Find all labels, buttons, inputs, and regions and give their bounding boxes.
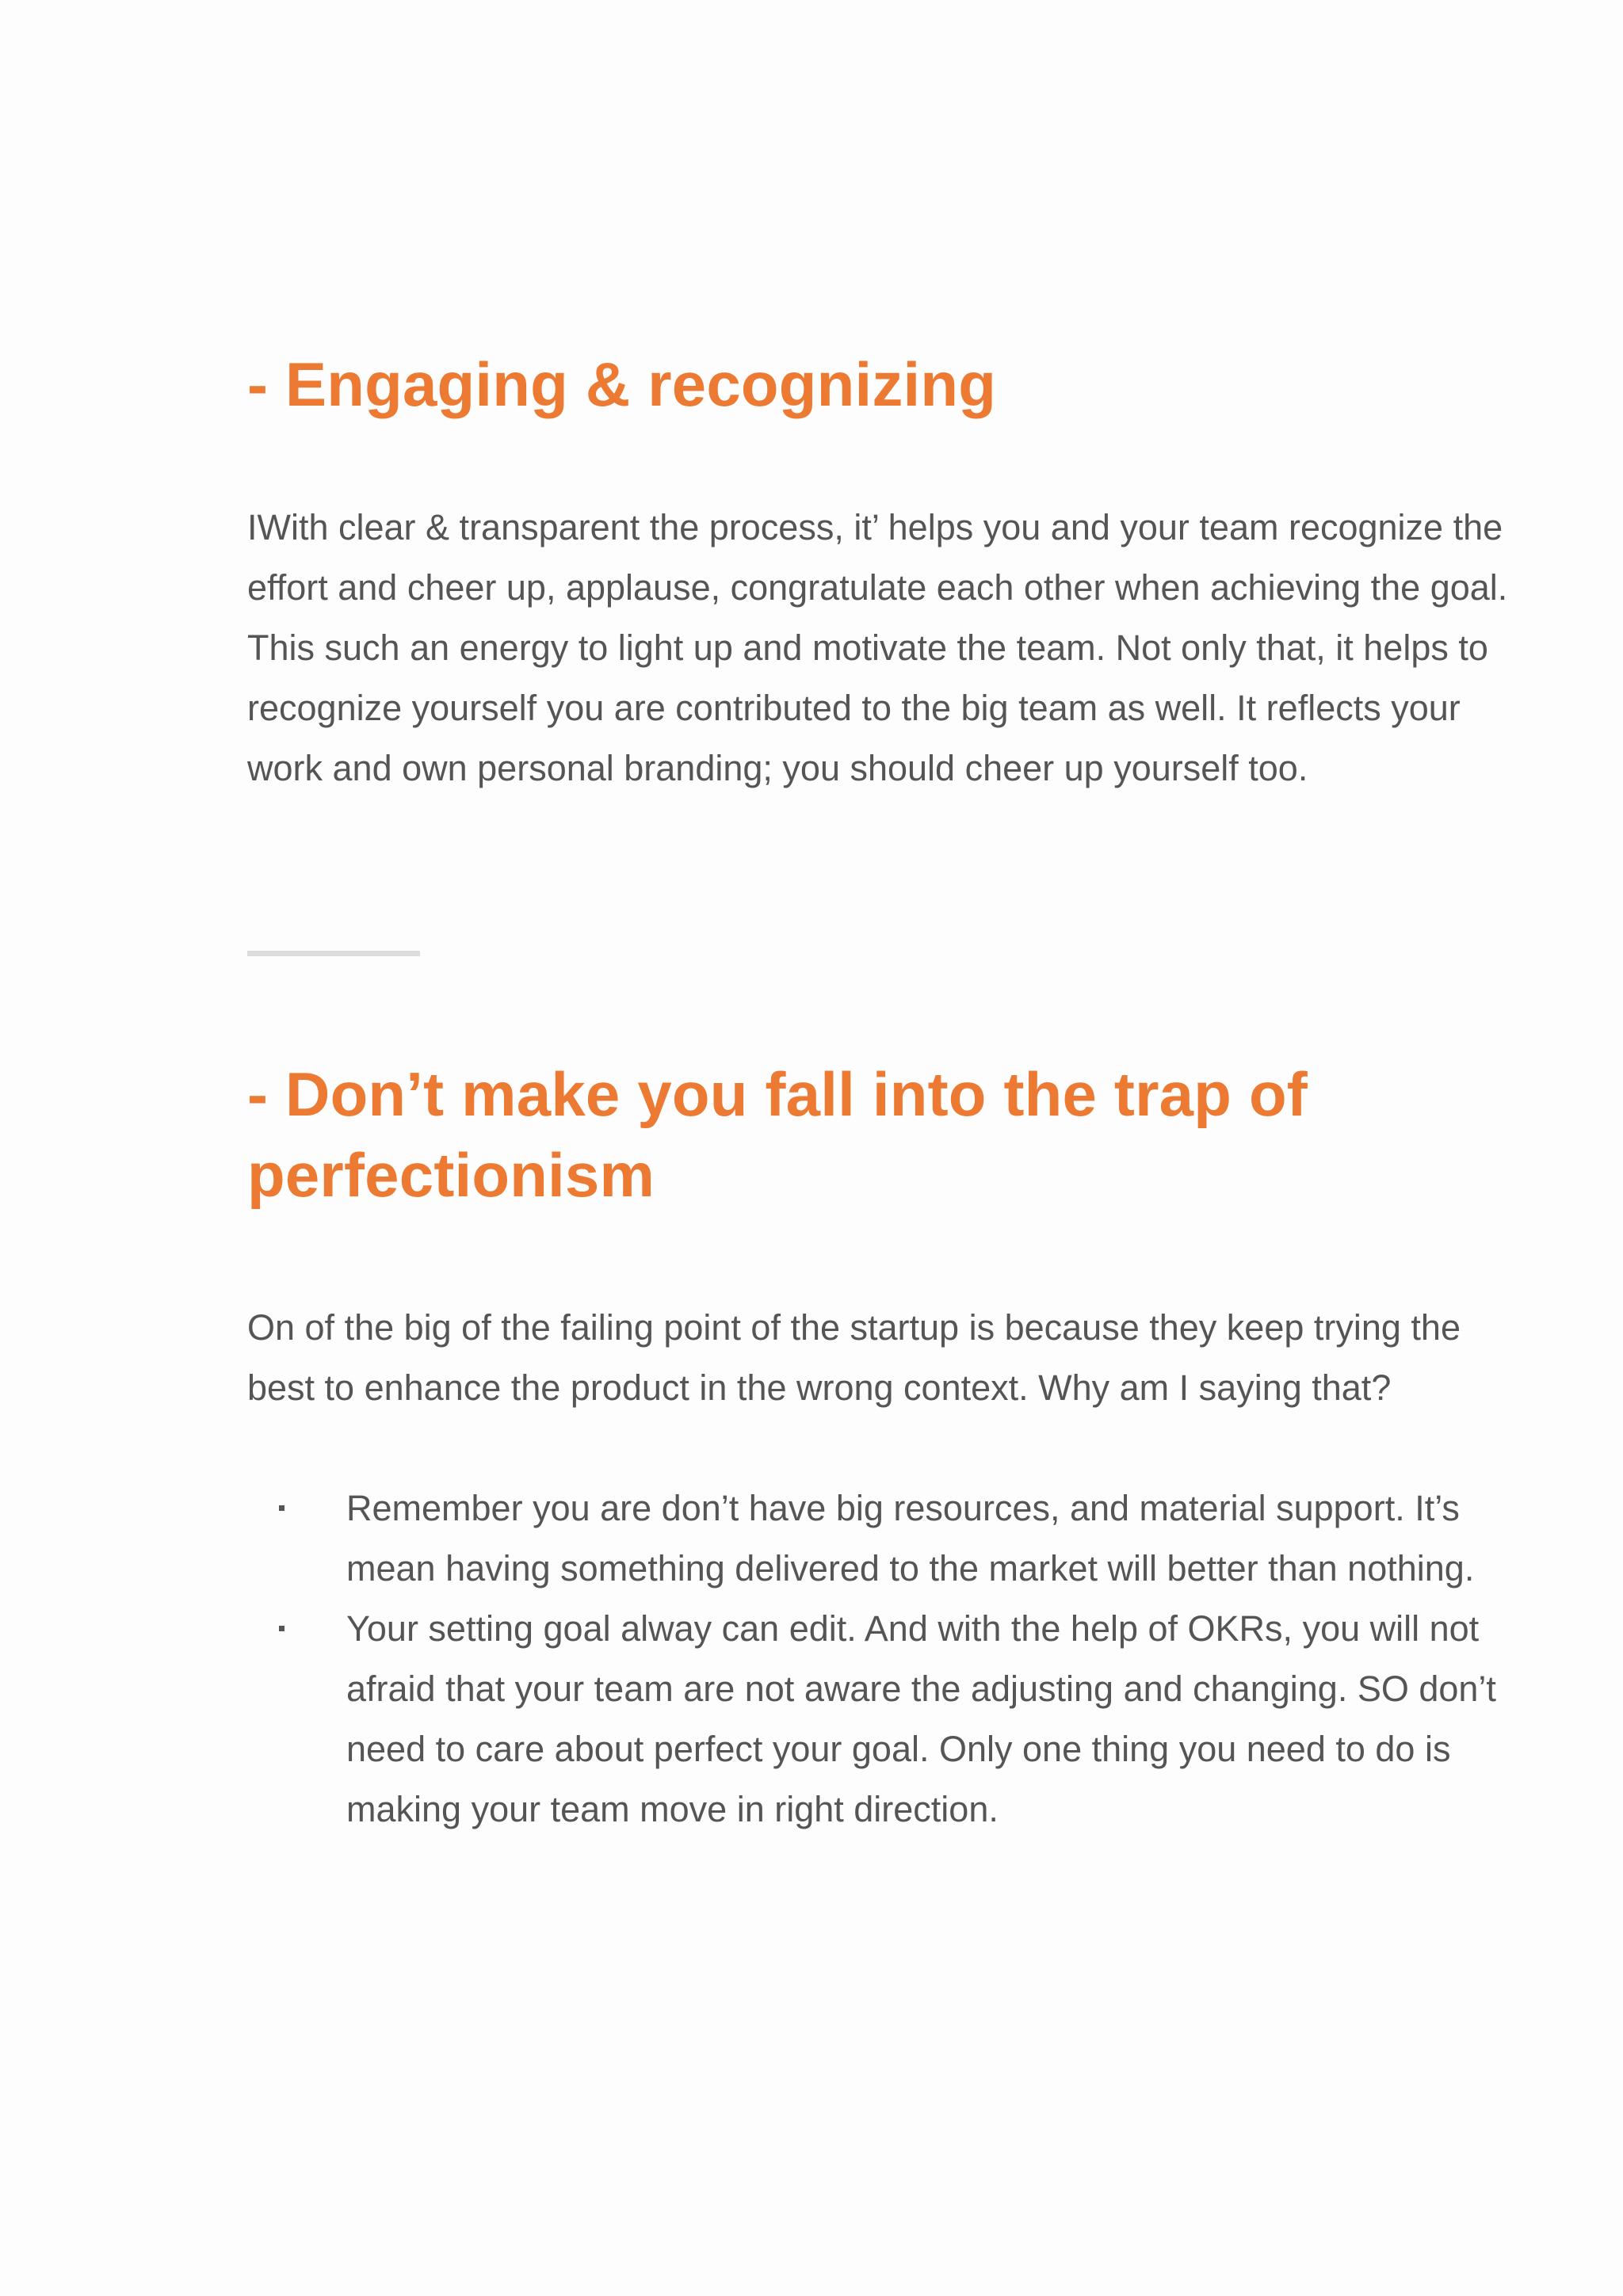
bullet-marker-icon	[279, 1505, 285, 1511]
list-item-text: Remember you are don’t have big resources, and material support. It’s mean having something delivered to the market will better than nothing.	[346, 1488, 1475, 1589]
section-heading-perfectionism: - Don’t make you fall into the trap of perfectionism	[247, 1059, 1308, 1210]
section-paragraph-engaging: IWith clear & transparent the process, it’ helps you and your team recognize the effort and cheer up, applause, congratulate each other when achieving the goal. This such an energy to light up and motivate the team. Not only that, it helps to recognize yourself you are contributed to the big team as well. It reflects your work and own personal branding; you should cheer up yourself too.	[247, 507, 1508, 788]
bullet-marker-icon	[279, 1626, 285, 1631]
list-item-text: Your setting goal alway can edit. And with the help of OKRs, you will not afraid that your team are not aware the adjusting and changing. SO don’t need to care about perfect your goal. Only one thing you need to do is making your team move in right direction.	[346, 1608, 1496, 1829]
list-item	[247, 1478, 1531, 1599]
section-paragraph-perfectionism: On of the big of the failing point of the startup is because they keep trying the best to enhance the product in the wrong context. Why am I saying that?	[247, 1307, 1461, 1408]
section-divider	[247, 951, 420, 956]
section-heading-engaging: - Engaging & recognizing	[247, 349, 997, 419]
bullet-list	[247, 1478, 1531, 1840]
list-item	[247, 1599, 1531, 1840]
